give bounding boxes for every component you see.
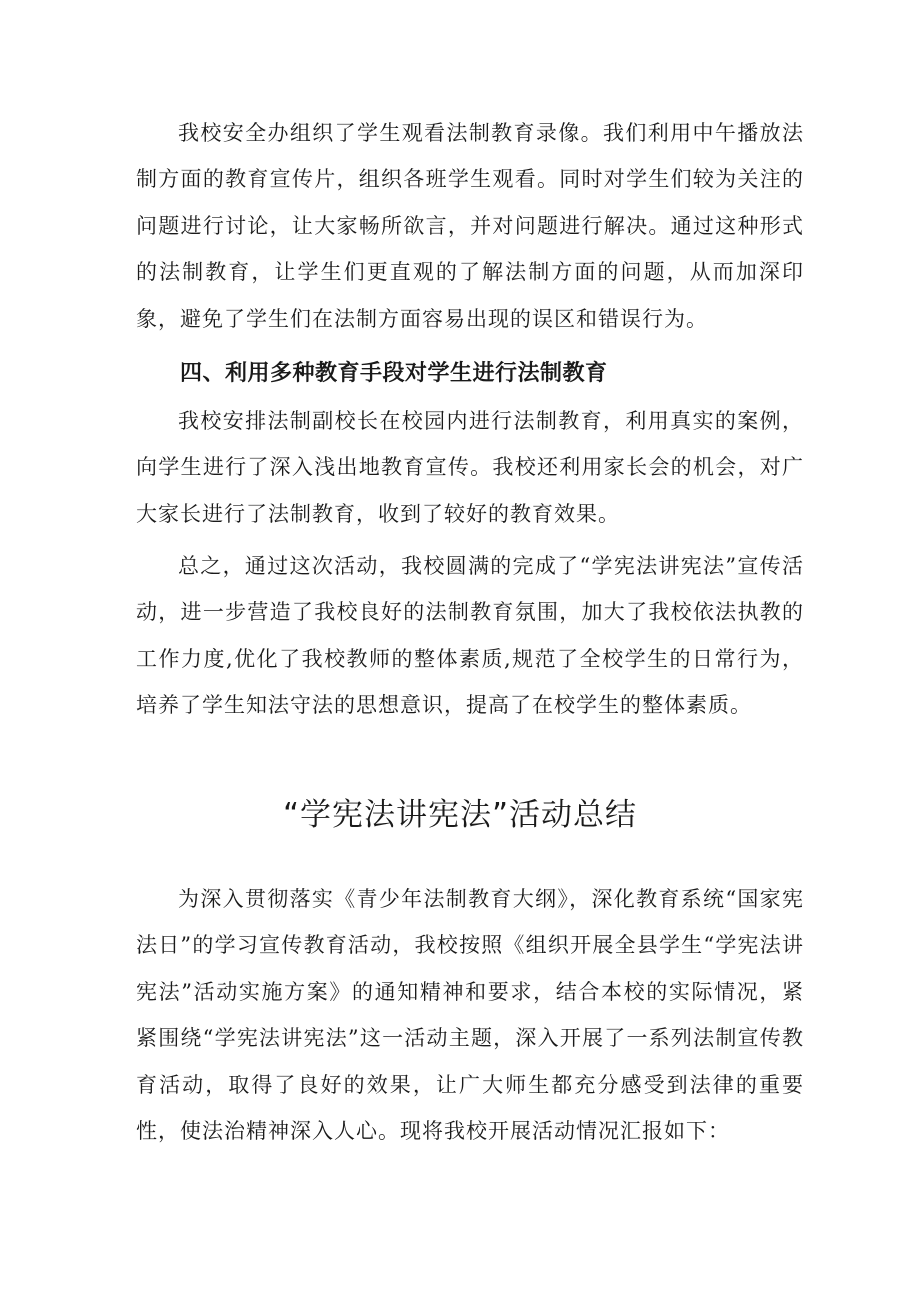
paragraph-vice-principal: 我校安排法制副校长在校园内进行法制教育，利用真实的案例，向学生进行了深入浅出地教育宣传。我校还利用家长会的机会，对广大家长进行了法制教育，收到了较好的教育效果。 <box>136 409 804 526</box>
document-title: “学宪法讲宪法”活动总结 <box>282 797 638 833</box>
section-heading-4: 四、利用多种教育手段对学生进行法制教育 <box>180 361 608 386</box>
paragraph-introduction: 为深入贯彻落实《青少年法制教育大纲》，深化教育系统“国家宪法日”的学习宣传教育活动，我校按照《组织开展全县学生“学宪法讲宪法”活动实施方案》的通知精神和要求，结合本校的实际情况，紧紧围绕“学宪法讲宪法”这一活动主题，深入开展了一系列法制宣传教育活动，取得了良好的效果，让广大师生都充分感受到法律的重要性，使法治精神深入人心。现将我校开展活动情况汇报如下： <box>136 887 804 1144</box>
paragraph-conclusion: 总之，通过这次活动，我校圆满的完成了“学宪法讲宪法”宣传活动，进一步营造了我校良好的法制教育氛围，加大了我校依法执教的工作力度,优化了我校教师的整体素质,规范了全校学生的日常行为，培养了学生知法守法的思想意识，提高了在校学生的整体素质。 <box>136 554 804 718</box>
paragraph-law-video: 我校安全办组织了学生观看法制教育录像。我们利用中午播放法制方面的教育宣传片，组织各班学生观看。同时对学生们较为关注的问题进行讨论，让大家畅所欲言，并对问题进行解决。通过这种形式的法制教育，让学生们更直观的了解法制方面的问题，从而加深印象，避免了学生们在法制方面容易出现的误区和错误行为。 <box>136 121 804 331</box>
